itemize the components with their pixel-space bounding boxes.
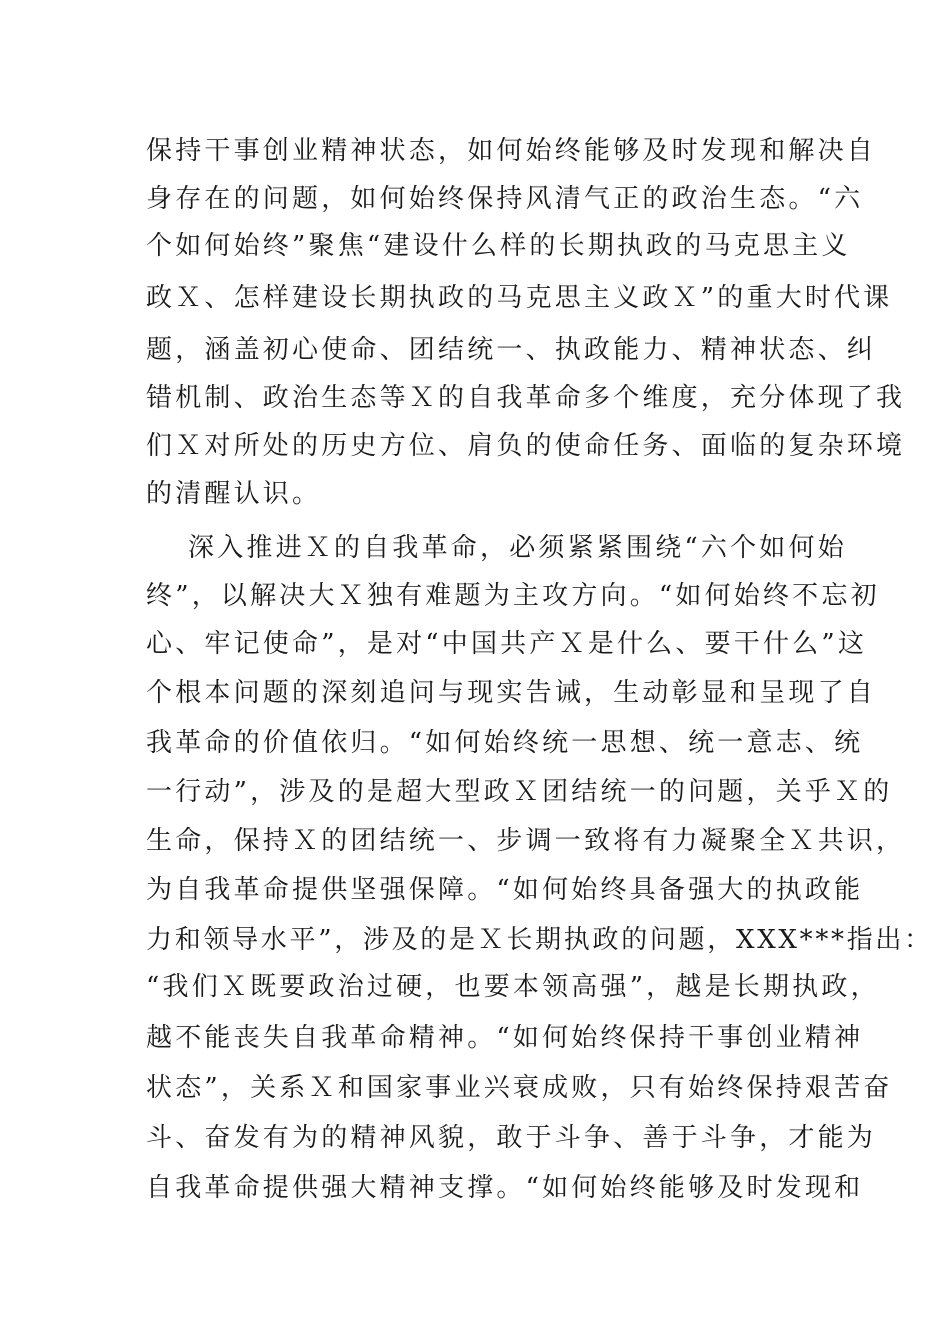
text-line: 生命，保持Ｘ的团结统一、步调一致将有力凝聚全Ｘ共识， <box>146 826 906 856</box>
text-line: 为自我革命提供坚强保障。“如何始终具备强大的执政能 <box>146 875 864 905</box>
paragraph-first-line: 深入推进Ｘ的自我革命，必须紧紧围绕“六个如何始 <box>188 533 847 563</box>
text-line: 政Ｘ、怎样建设长期执政的马克思主义政Ｘ”的重大时代课 <box>146 283 893 313</box>
text-line: 一行动”，涉及的是超大型政Ｘ团结统一的问题，关乎Ｘ的 <box>146 777 893 807</box>
text-line: 个根本问题的深刻追问与现实告诫，生动彰显和呈现了自 <box>146 678 877 708</box>
text-line: 的清醒认识。 <box>146 479 322 509</box>
text-line: 保持干事创业精神状态，如何始终能够及时发现和解决自 <box>146 136 877 166</box>
text-line: 状态”，关系Ｘ和国家事业兴衰成败，只有始终保持艰苦奋 <box>146 1073 893 1103</box>
text-line: 身存在的问题，如何始终保持风清气正的政治生态。“六 <box>146 184 864 214</box>
text-line: 斗、奋发有为的精神风貌，敢于斗争、善于斗争，才能为 <box>146 1123 877 1153</box>
text-line: “我们Ｘ既要政治过硬，也要本领高强”，越是长期执政， <box>146 972 880 1002</box>
text-line: 力和领导水平”，涉及的是Ｘ长期执政的问题，XXX***指出： <box>146 925 933 955</box>
text-line: 们Ｘ对所处的历史方位、肩负的使命任务、面临的复杂环境 <box>146 431 906 461</box>
text-line: 终”，以解决大Ｘ独有难题为主攻方向。“如何始终不忘初 <box>146 581 880 611</box>
text-line: 自我革命提供强大精神支撑。“如何始终能够及时发现和 <box>146 1173 864 1203</box>
text-line: 个如何始终”聚焦“建设什么样的长期执政的马克思主义 <box>146 231 851 261</box>
text-line: 题，涵盖初心使命、团结统一、执政能力、精神状态、纠 <box>146 335 877 365</box>
text-line: 我革命的价值依归。“如何始终统一思想、统一意志、统 <box>146 728 864 758</box>
text-line: 心、牢记使命”，是对“中国共产Ｘ是什么、要干什么”这 <box>146 629 868 659</box>
text-line: 错机制、政治生态等Ｘ的自我革命多个维度，充分体现了我 <box>146 383 906 413</box>
text-line: 越不能丧失自我革命精神。“如何始终保持干事创业精神 <box>146 1023 864 1053</box>
